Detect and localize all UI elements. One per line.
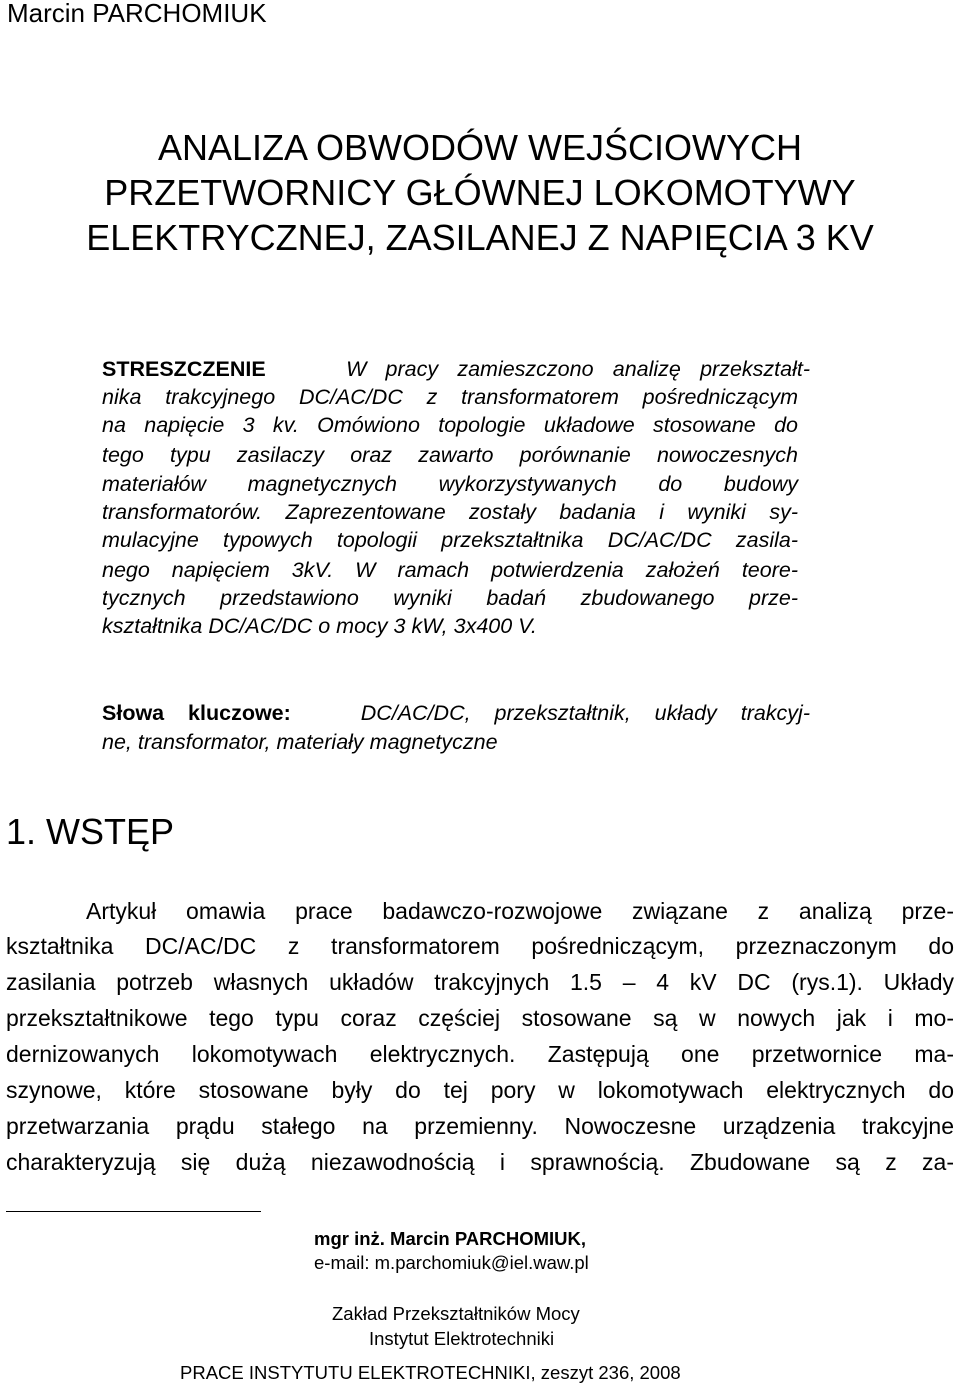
keywords-first-text: DC/AC/DC, przekształtnik, układy trakcyj- [360, 701, 810, 725]
body-line: zasilania potrzeb własnych układów trakcyjnych 1.5 – 4 kV DC (rys.1). Układy [6, 969, 954, 995]
abstract-line: kształtnika DC/AC/DC o mocy 3 kW, 3x400 V. [102, 614, 537, 638]
title-line-3: ELEKTRYCZNEJ, ZASILANEJ Z NAPIĘCIA 3 KV [86, 217, 874, 258]
footnote-author: mgr inż. Marcin PARCHOMIUK, [314, 1228, 587, 1249]
abstract-line: materiałów magnetycznych wykorzystywanych do budowy [102, 472, 798, 496]
abstract-first-line [102, 357, 810, 382]
keywords-first-line [102, 701, 810, 726]
footnote-institution-2: Instytut Elektrotechniki [369, 1328, 555, 1349]
footnote-email: e-mail: m.parchomiuk@iel.waw.pl [314, 1252, 589, 1273]
keywords-label: Słowa kluczowe: [102, 701, 291, 725]
body-line: przetwarzania prądu stałego na przemienny. Nowoczesne urządzenia trakcyjne [6, 1113, 954, 1139]
abstract-first-text: W pracy zamieszczono analizę przekształt- [346, 357, 810, 381]
abstract-line: nego napięciem 3kV. W ramach potwierdzenia założeń teore- [102, 558, 798, 582]
footnote-rule [6, 1211, 261, 1212]
abstract-line: transformatorów. Zaprezentowane zostały badania i wyniki sy- [102, 500, 798, 524]
title-line-2: PRZETWORNICY GŁÓWNEJ LOKOMOTYWY [104, 172, 856, 213]
body-line: dernizowanych lokomotywach elektrycznych. Zastępują one przetwornice ma- [6, 1041, 954, 1067]
abstract-label: STRESZCZENIE [102, 357, 266, 381]
section-heading: 1. WSTĘP [6, 811, 175, 852]
footnote-journal: PRACE INSTYTUTU ELEKTROTECHNIKI, zeszyt 236, 2008 [180, 1362, 681, 1383]
body-line: kształtnika DC/AC/DC z transformatorem pośredniczącym, przeznaczonym do [6, 933, 954, 959]
abstract-line: tego typu zasilaczy oraz zawarto porównanie nowoczesnych [102, 443, 798, 467]
abstract-line: mulacyjne typowych topologii przekształtnika DC/AC/DC zasila- [102, 528, 798, 552]
abstract-line: na napięcie 3 kv. Omówiono topologie układowe stosowane do [102, 413, 798, 437]
author-header: Marcin PARCHOMIUK [7, 0, 267, 28]
body-line: przekształtnikowe tego typu coraz częściej stosowane są w nowych jak i mo- [6, 1005, 954, 1031]
body-line: charakteryzują się dużą niezawodnością i sprawnością. Zbudowane są z za- [6, 1149, 954, 1175]
body-line: Artykuł omawia prace badawczo-rozwojowe związane z analizą prze- [86, 898, 954, 924]
title-line-1: ANALIZA OBWODÓW WEJŚCIOWYCH [157, 127, 803, 168]
footnote-institution-1: Zakład Przekształtników Mocy [332, 1303, 580, 1324]
body-line: szynowe, które stosowane były do tej pory w lokomotywach elektrycznych do [6, 1077, 954, 1103]
keywords-second-line: ne, transformator, materiały magnetyczne [102, 730, 498, 754]
abstract-line: tycznych przedstawiono wyniki badań zbudowanego prze- [102, 586, 798, 610]
abstract-line: nika trakcyjnego DC/AC/DC z transformatorem pośredniczącym [102, 385, 798, 409]
